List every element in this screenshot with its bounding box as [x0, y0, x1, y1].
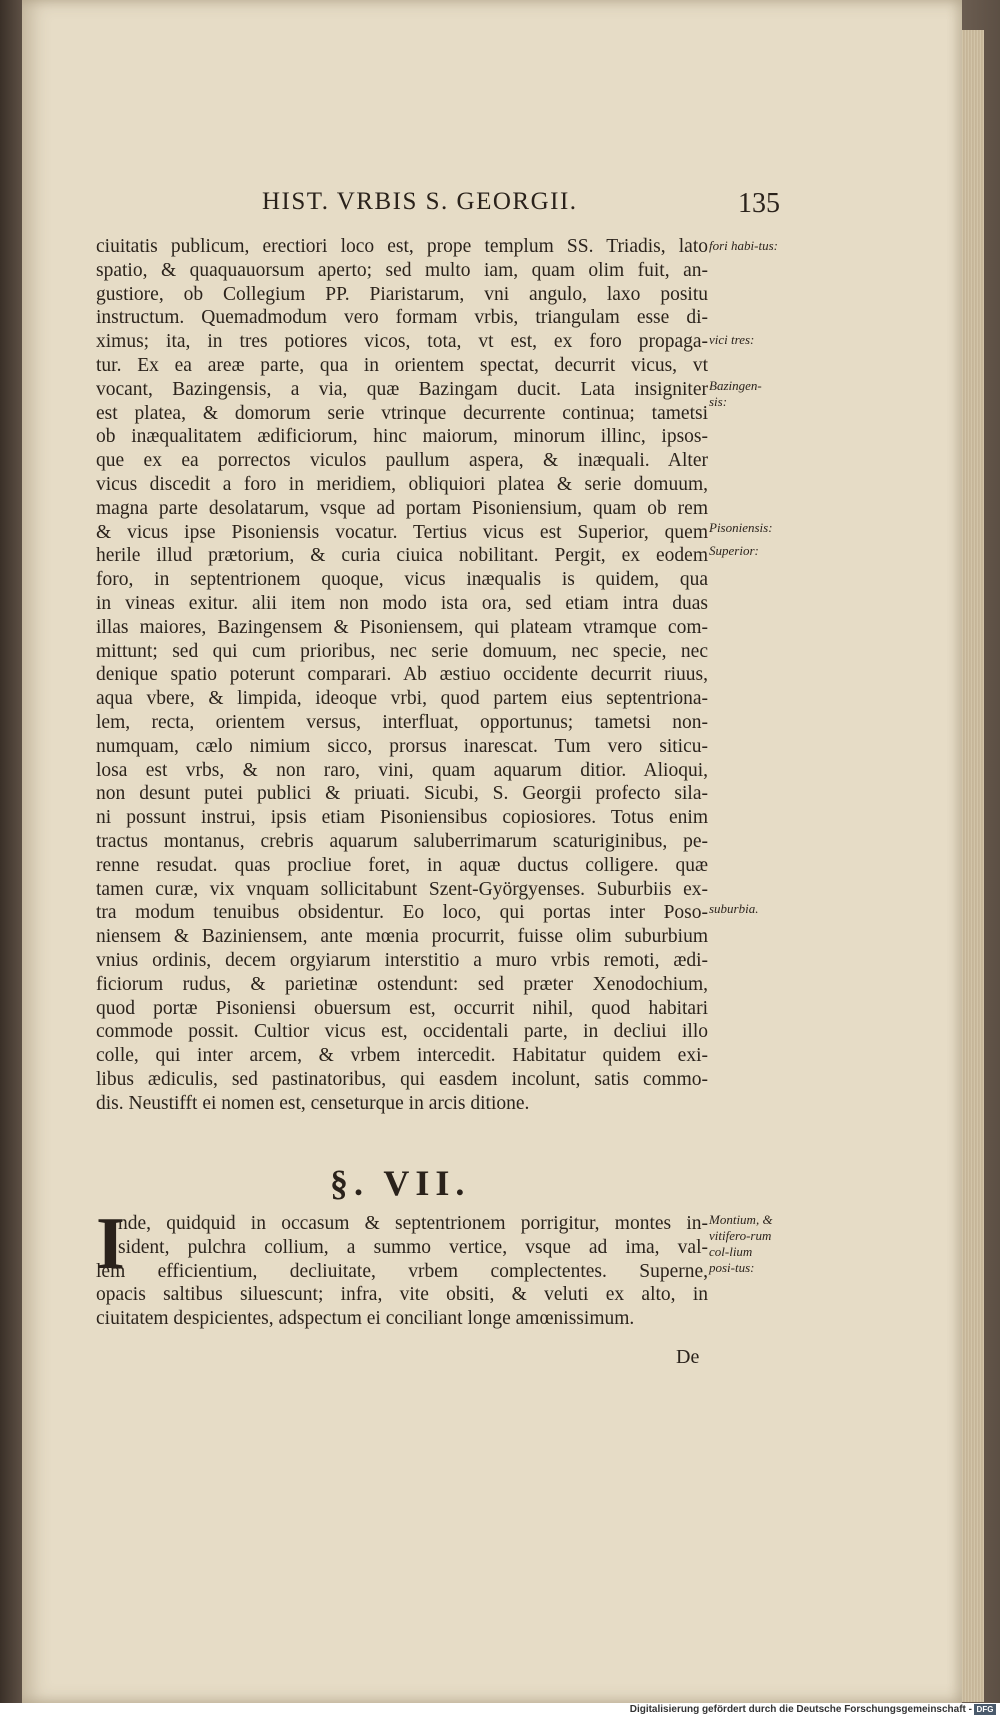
margin-note-vici: vici tres: — [709, 332, 755, 347]
text-line: vocant, Bazingensis, a via, quæ Bazingam ducit. Lata insigniter — [96, 378, 708, 400]
funding-notice: Digitalisierung gefördert durch die Deutsche Forschungsgemeinschaft - — [629, 1704, 972, 1715]
text-line: commode possit. Cultior vicus est, occidentali parte, in decliui illo — [96, 1021, 708, 1043]
text-line: lem efficientium, decliuitate, vrbem complectentes. Superne, — [96, 1260, 708, 1282]
text-line: herile illud prætorium, & curia ciuica nobilitant. Pergit, ex eodem — [96, 545, 708, 567]
text-line: non desunt putei publici & priuati. Sicubi, S. Georgii profecto sila- — [96, 783, 708, 805]
text-line: colle, qui inter arcem, & vrbem intercedit. Habitatur quidem exi- — [96, 1045, 708, 1067]
text-line: tamen curæ, vix vnquam sollicitabunt Szent-Györgyenses. Suburbiis ex- — [96, 878, 708, 900]
margin-note-fori: fori habi-tus: — [709, 238, 778, 253]
text-line: tur. Ex ea areæ parte, qua in orientem spectat, decurrit vicus, vt — [96, 354, 708, 376]
text-line: denique spatio poterunt comparari. Ab æstiuo occidente decurrit riuus, — [96, 664, 708, 686]
text-line: & vicus ipse Pisoniensis vocatur. Tertius vicus est Superior, quem — [96, 521, 708, 543]
text-line: tra modum tenuibus obsidentur. Eo loco, qui portas inter Poso- — [96, 902, 708, 924]
drop-cap: I — [96, 1203, 125, 1285]
text-line: ob inæqualitatem ædificiorum, hinc maiorum, minorum illinc, ipsos- — [96, 426, 708, 448]
section-heading: §. VII. — [330, 1163, 471, 1203]
text-line: tractus montanus, crebris aquarum saluberrimarum scaturiginibus, pe- — [96, 830, 708, 852]
text-line: ximus; ita, in tres potiores vicos, tota, vt est, ex foro propaga- — [96, 331, 708, 353]
text-line: lem, recta, orientem versus, interfluat, opportunus; tametsi non- — [96, 711, 708, 733]
catchword: De — [676, 1346, 700, 1368]
text-line: in vineas exitur. alii item non modo ista ora, sed etiam intra duas — [96, 592, 708, 614]
text-line: renne resudat. quas procliue foret, in aquæ ductus colligere. quæ — [96, 854, 708, 876]
text-line: nde, quidquid in occasum & septentrionem porrigitur, montes in- — [118, 1213, 708, 1234]
running-head: HIST. VRBIS S. GEORGII. — [262, 188, 578, 215]
text-line: magna parte desolatarum, vsque ad portam Pisoniensium, quam ob rem — [96, 497, 708, 519]
text-line: gustiore, ob Collegium PP. Piaristarum, vni angulo, laxo positu — [96, 283, 708, 305]
text-line: numquam, cælo nimium sicco, prorsus inarescat. Tum vero siticu- — [96, 735, 708, 757]
text-line: spatio, & quaquauorsum aperto; sed multo iam, quam olim fuit, an- — [96, 259, 708, 281]
text-line: instructum. Quemadmodum vero formam vrbis, triangulam esse di- — [96, 307, 708, 329]
text-line: que ex ea porrectos viculos paullum aspera, & inæquali. Alter — [96, 450, 708, 472]
text-line: libus ædiculis, sed pastinatoribus, qui easdem incolunt, satis commo- — [96, 1068, 708, 1090]
text-line: ciuitatem despicientes, adspectum ei conciliant longe amœnissimum. — [96, 1308, 635, 1330]
text-line: illas maiores, Bazingensem & Pisoniensem, qui plateam vtramque com- — [96, 616, 708, 638]
margin-note-pisoniensis: Pisoniensis: — [709, 520, 773, 535]
margin-note-montium: Montium, & vitifero-rum col-lium posi-tus: — [709, 1212, 773, 1275]
text-line: est platea, & domorum serie vtrinque decurrente continua; tametsi — [96, 402, 708, 424]
page-edges — [962, 30, 984, 1702]
margin-note-bazingensis: Bazingen-sis: — [709, 378, 762, 409]
text-line: mittunt; sed qui cum prioribus, nec serie domuum, nec specie, nec — [96, 640, 708, 662]
text-line: vicus discedit a foro in meridiem, obliquiori platea & serie domuum, — [96, 473, 708, 495]
text-line: losa est vrbs, & non raro, vini, quam aquarum ditior. Alioqui, — [96, 759, 708, 781]
dfg-logo-icon: DFG — [974, 1704, 996, 1715]
section-text — [96, 1212, 708, 1331]
text-line: aqua vbere, & limpida, ideoque vrbi, quod partem eius septentriona- — [96, 688, 708, 710]
text-line: niensem & Baziniensem, ante mœnia procurrit, fuisse olim suburbium — [96, 926, 708, 948]
text-line: sident, pulchra collium, a summo vertice, vsque ad ima, val- — [118, 1236, 708, 1258]
text-line: vnius ordinis, decem orgyiarum interstitio a muro vrbis remoti, ædi- — [96, 949, 708, 971]
text-line: ficiorum rudus, & parietinæ ostendunt: sed præter Xenodochium, — [96, 973, 708, 995]
text-line: ciuitatis publicum, erectiori loco est, prope templum SS. Triadis, lato — [96, 236, 708, 257]
text-line: dis. Neustifft ei nomen est, censeturque in arcis ditione. — [96, 1092, 530, 1114]
main-text — [96, 235, 708, 1115]
text-line: opacis saltibus siluescunt; infra, vite obsiti, & veluti ex alto, in — [96, 1284, 708, 1306]
text-line: quod portæ Pisoniensi obuersum est, occurrit nihil, quod habitari — [96, 997, 708, 1019]
margin-note-superior: Superior: — [709, 543, 759, 558]
page-number: 135 — [738, 188, 780, 219]
text-line: ni possunt instrui, ipsis etiam Pisoniensibus copiosiores. Totus enim — [96, 807, 708, 829]
margin-note-suburbia: suburbia. — [709, 901, 759, 916]
text-line: foro, in septentrionem quoque, vicus inæqualis is quidem, qua — [96, 569, 708, 591]
